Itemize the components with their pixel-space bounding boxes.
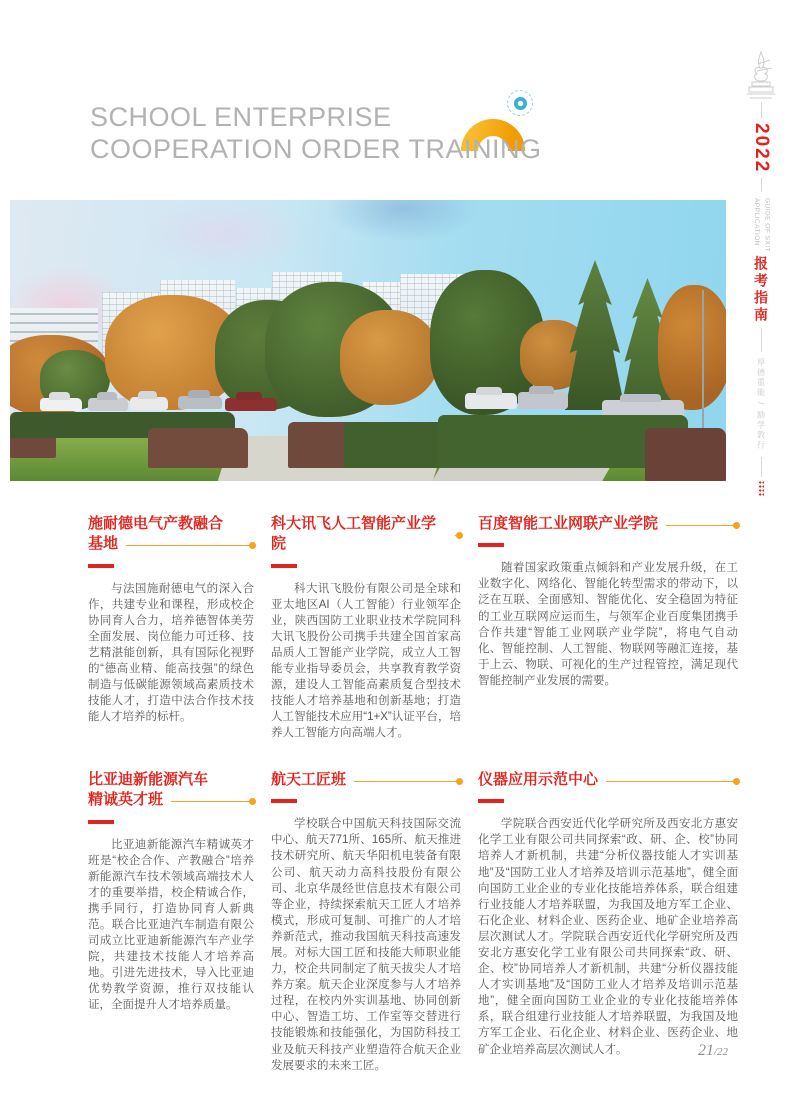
page-title-line2: COOPERATION ORDER TRAINING	[90, 133, 542, 164]
section-title: 仪器应用示范中心	[478, 770, 738, 790]
section-body: 学校联合中国航天科技国际交流中心、航天771所、165所、航天推进技术研究所、航天华阳机电装备有限公司、航天动力高科技股份有限公司、北京华晟经世信息技术有限公司等企业，持续探索航天工匠人才培养模式，形成可复制、可推广的人才培养新范式，推动我国航天科技高速发展。对标大国工匠和技能大师职业能力，校企共同制定了航天拔尖人才培养方案。航天企业深度参与人才培养过程，在校内外实训基地、协同创新中心、智造工坊、工作室等交替进行技能锻炼和技能强化，为国防科技工业及航天科技产业塑造符合航天企业发展要求的未来工匠。	[271, 818, 461, 1072]
heading-line-decoration	[354, 781, 461, 782]
heading-line-decoration	[126, 545, 254, 546]
section-body: 比亚迪新能源汽车精诚英才班是“校企合作、产教融合”培养新能源汽车技术领域高端技术人才的重要举措，校企精诚合作，携手同行，打造协同育人新典范。联合比亚迪汽车制造有限公司成立比亚迪新能源汽车产业学院，共建技术技能人才培养高地。引进先进技术，导入比亚迪优势教学资源，推行双技能认证，全面提升人才培养质量。	[88, 838, 254, 1012]
car	[178, 396, 222, 409]
campus-photo-image	[10, 200, 726, 481]
year-label: 2022	[751, 123, 772, 174]
section-instrument	[478, 770, 738, 1074]
statue-icon	[744, 50, 778, 102]
page-number: 21/22	[698, 1042, 729, 1059]
guide-en-label: APPLICATION GUIDE OF SXIT	[753, 198, 771, 253]
red-dash-decoration	[271, 564, 297, 568]
section-aerospace	[271, 770, 461, 1074]
divider	[761, 328, 762, 352]
section-schneider	[88, 514, 254, 770]
content-area	[88, 514, 738, 1074]
section-title: 航天工匠班	[271, 770, 461, 790]
car	[225, 398, 277, 411]
content-row-2	[88, 770, 738, 1074]
red-dash-decoration	[88, 820, 114, 824]
car	[130, 397, 168, 410]
section-body: 科大讯飞股份有限公司是全球和亚太地区AI（人工智能）行业领军企业，陕西国防工业职业技术学院同科大讯飞股份公司携手共建全国首家高品质人工智能产业学院，成立人工智能专业指导委员会，共享教育教学资源，建设人工智能高素质复合型技术技能人才培养基地和创新基地；打造人工智能技术应用“1+X”认证平台，培养人工智能方向高端人才。	[271, 582, 461, 740]
heading-line-decoration	[666, 525, 738, 526]
heading-line-decoration	[171, 801, 254, 802]
car	[518, 392, 568, 409]
red-dash-decoration	[478, 543, 504, 547]
divider	[761, 102, 762, 118]
section-body: 随着国家政策重点倾斜和产业发展升级，在工业数字化、网络化、智能化转型需求的带动下，以泛在互联、全面感知、智能优化、安全稳固为特征的工业互联网应运而生，与领军企业百度集团携手合作共建“智能工业网联产业学院”，将电气自动化、智能控制、人工智能、物联网等融汇连接，基于上云、物联、可视化的生产过程管控，满足现代智能控制产业发展的需要。	[478, 562, 738, 687]
divider	[761, 457, 762, 477]
divider	[761, 178, 762, 192]
section-body: 学院联合西安近代化学研究所及西安北方惠安化学工业有限公司共同探索“政、研、企、校”协同培养人才新机制，共建“分析仪器技能人才实训基地”及“国防工业人才培养及培训示范基地”，健全面向国防工业企业的专业化技能培养体系，联合组建行业技能人才培养联盟，为我国及地方军工企业、石化企业、材料企业、医药企业、地矿企业培养高层次测试人才。学院联合西安近代化学研究所及西安北方惠安化学工业有限公司共同探索“政、研、企、校”协同培养人才新机制，共建“分析仪器技能人才实训基地”及“国防工业人才培养及培训示范基地”，健全面向国防工业企业的专业化技能培养体系，联合组建行业技能人才培养联盟，为我国及地方军工企业、石化企业、材料企业、医药企业、地矿企业培养高层次测试人才。	[478, 818, 738, 1056]
content-row-1	[88, 514, 738, 770]
section-title: 比亚迪新能源汽车 精诚英才班	[88, 770, 254, 811]
section-body: 与法国施耐德电气的深入合作，共建专业和课程，形成校企协同育人合力，培养德智体美劳全面发展、岗位能力可迁移、技艺精湛能创新，具有国际化视野的“德高业精、能高技强”的绿色制造与低碳能源领域高素质技术技能人才，打造中法合作技术技能人才培养的标杆。	[88, 582, 254, 724]
red-dots-decoration	[759, 481, 764, 497]
motto-label: 厚德重能 / 励学敦行	[756, 358, 766, 452]
heading-line-decoration	[606, 781, 738, 782]
car	[88, 398, 128, 411]
red-dash-decoration	[271, 799, 297, 803]
section-iflytek	[271, 514, 461, 770]
red-dash-decoration	[478, 799, 504, 803]
section-title: 施耐德电气产教融合 基地	[88, 514, 254, 555]
sidebar	[740, 50, 782, 497]
guide-cn-label: 报考指南	[753, 256, 769, 325]
heading-line-decoration	[455, 535, 461, 536]
section-title: 科大讯飞人工智能产业学院	[271, 514, 461, 555]
section-byd	[88, 770, 254, 1074]
section-baidu	[478, 514, 738, 770]
car	[40, 398, 82, 411]
car	[465, 393, 517, 409]
red-dash-decoration	[88, 564, 114, 568]
page-title-line1: SCHOOL ENTERPRISE	[90, 102, 392, 132]
page-title	[90, 102, 542, 165]
section-title: 百度智能工业网联产业学院	[478, 514, 738, 534]
